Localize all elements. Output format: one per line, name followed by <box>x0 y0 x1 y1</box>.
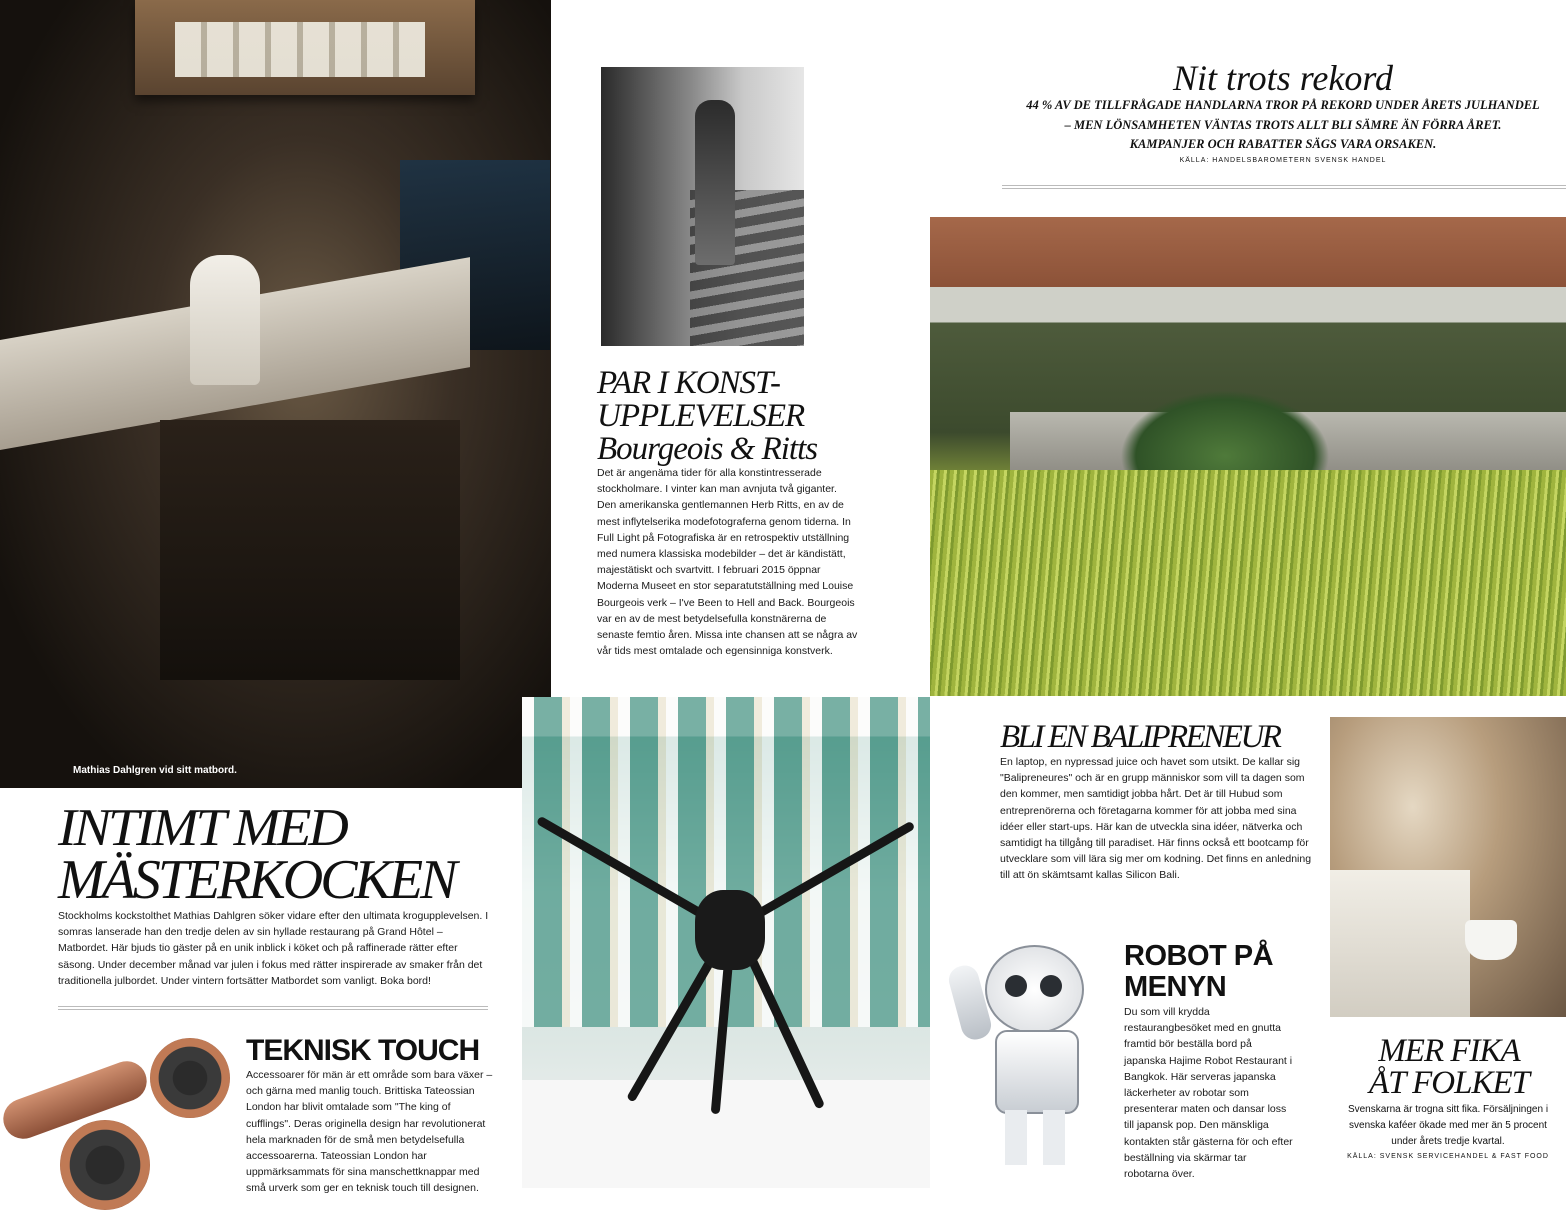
konst-headline-line2: UPPLEVELSER <box>597 398 805 434</box>
bali-body: En laptop, en nypressad juice och havet som utsikt. De kallar sig "Balipreneures" och är en grupp människor som vill ta dagen som den kommer, men samtidigt jobba hårt. Det är till Hubud som entreprenörerna och företagarna kommer för att jobba med sina idéer eller start-ups. Här kan de utveckla sina idéer, nätverka och samtidigt ha tillgång till paradiset. Här finns också ett bootcamp för utvecklare som vill lära sig mer om kodning. Det finns en anledning till att ön skämtsamt kallas Silicon Bali. <box>1000 756 1312 882</box>
robot-eye <box>1005 975 1027 997</box>
coffee-cup <box>1465 920 1517 960</box>
intimt-body: Stockholms kockstolthet Mathias Dahlgren söker vidare efter den ultimata krogupplevelsen. I somras lanserade han den tredje delen av sin hyllade restaurang på Grand Hôtel – Matbordet. Här bjuds tio gäster på en unik inblick i köket och på raffinerade rätter efter säsong. Under december månad var julen i fokus med rätter inspirerade av smaker från det traditionella julbordet. Under vintern fortsätter Matbordet som vanligt. Boka bord! <box>58 910 489 987</box>
konst-body: Det är angenäma tider för alla konstintresserade stockholmare. I vinter kan man avnjuta två giganter. Den amerikanska gentlemannen Herb Ritts, en av de mest inflytelserika modefotograferna genom tiderna. In Full Light på Fotografiska är en retrospektiv utställning med numera klassiska modebilder – det är kändistätt, majestätiskt och svartvitt. I februari 2015 öppnar Moderna Museet en stor separatutställning med Louise Bourgeois verk – I've Been to Hell and Back. Bourgeois var en av de mest betydelsefulla konstnärerna de senaste femtio åren. Missa inte chansen att se några av vår tids mest omtalade och egensinniga konstverk. <box>597 467 858 658</box>
nit-lead-line1: 44 % AV DE TILLFRÅGADE HANDLARNA TROR PÅ REKORD UNDER ÅRETS JULHANDEL <box>1026 98 1540 112</box>
nit-headline: Nit trots rekord <box>1172 58 1393 98</box>
chef-figure <box>190 255 260 385</box>
fika-source: KÄLLA: SVENSK SERVICEHANDEL & FAST FOOD <box>1347 1153 1549 1160</box>
gear-icon <box>60 1120 150 1210</box>
snow-ground <box>522 1080 930 1188</box>
robot-body <box>995 1030 1079 1114</box>
teknisk-headline: TEKNISK TOUCH <box>246 1034 480 1067</box>
robot-eye <box>1040 975 1062 997</box>
konst-headline-line1: PAR I KONST- <box>597 365 780 401</box>
nit-source: KÄLLA: HANDELSBAROMETERN SVENSK HANDEL <box>1179 157 1387 164</box>
bali-headline: BLI EN BALIPRENEUR <box>1000 719 1280 755</box>
robot-headline-line1: ROBOT PÅ <box>1124 940 1274 972</box>
bali-rice-field <box>930 470 1566 696</box>
teknisk-body: Accessoarer för män är ett område som bara växer – och gärna med manlig touch. Brittiska Tateossian London har blivit omtalade som "The king of cufflings". Deras originella design har revolutionerat hela marknaden för de små men betydelsefulla accessoarerna. Tateossian London har uppmärksammats för sina manschettknappar med små urverk som ger en teknisk touch till designen. <box>246 1069 493 1195</box>
fika-headline-line2: ÅT FOLKET <box>1368 1065 1530 1101</box>
robot-legs <box>1005 1110 1065 1165</box>
fika-body-line1: Svenskarna är trogna sitt fika. Försäljningen i <box>1347 1104 1549 1115</box>
kitchen-counter-base <box>160 420 460 680</box>
spider-body <box>695 890 765 970</box>
bw-figure <box>695 100 735 265</box>
kitchen-caption: Mathias Dahlgren vid sitt matbord. <box>73 765 237 776</box>
fika-headline-line1: MER FIKA <box>1378 1033 1520 1069</box>
divider-intimt <box>58 1006 488 1010</box>
robot-headline-line2: MENYN <box>1124 971 1227 1003</box>
kitchen-lamp <box>175 22 425 77</box>
konst-headline-line3: Bourgeois & Ritts <box>597 431 818 467</box>
fika-body-line2: svenska kaféer ökade med mer än 5 procent <box>1349 1120 1547 1131</box>
cufflinks-photo <box>0 1030 240 1188</box>
intimt-headline-line2: MÄSTERKOCKEN <box>58 849 455 911</box>
robot-head <box>985 945 1084 1034</box>
intimt-headline-line1: INTIMT MED <box>58 798 346 858</box>
nit-lead-line2: – MEN LÖNSAMHETEN VÄNTAS TROTS ALLT BLI SÄMRE ÄN FÖRRA ÅRET. <box>1064 118 1502 132</box>
bali-roof <box>930 217 1566 287</box>
nit-lead-line3: KAMPANJER OCH RABATTER SÄGS VARA ORSAKEN. <box>1129 137 1437 151</box>
fika-body-line3: under årets tredje kvartal. <box>1391 1136 1505 1147</box>
divider-nit <box>1002 185 1566 189</box>
gear-icon <box>150 1038 230 1118</box>
couple-sweater <box>1330 870 1470 1017</box>
robot-body: Du som vill krydda restaurangbesöket med en gnutta framtid bör beställa bord på japanska Hajime Robot Restaurant i Bangkok. Här serveras japanska läckerheter av robotar som presenterar maten och dansar loss till japansk pop. Den mänskliga kontakten står gästerna för och efter beställning via skärmar tar robotarna över. <box>1124 1006 1293 1181</box>
